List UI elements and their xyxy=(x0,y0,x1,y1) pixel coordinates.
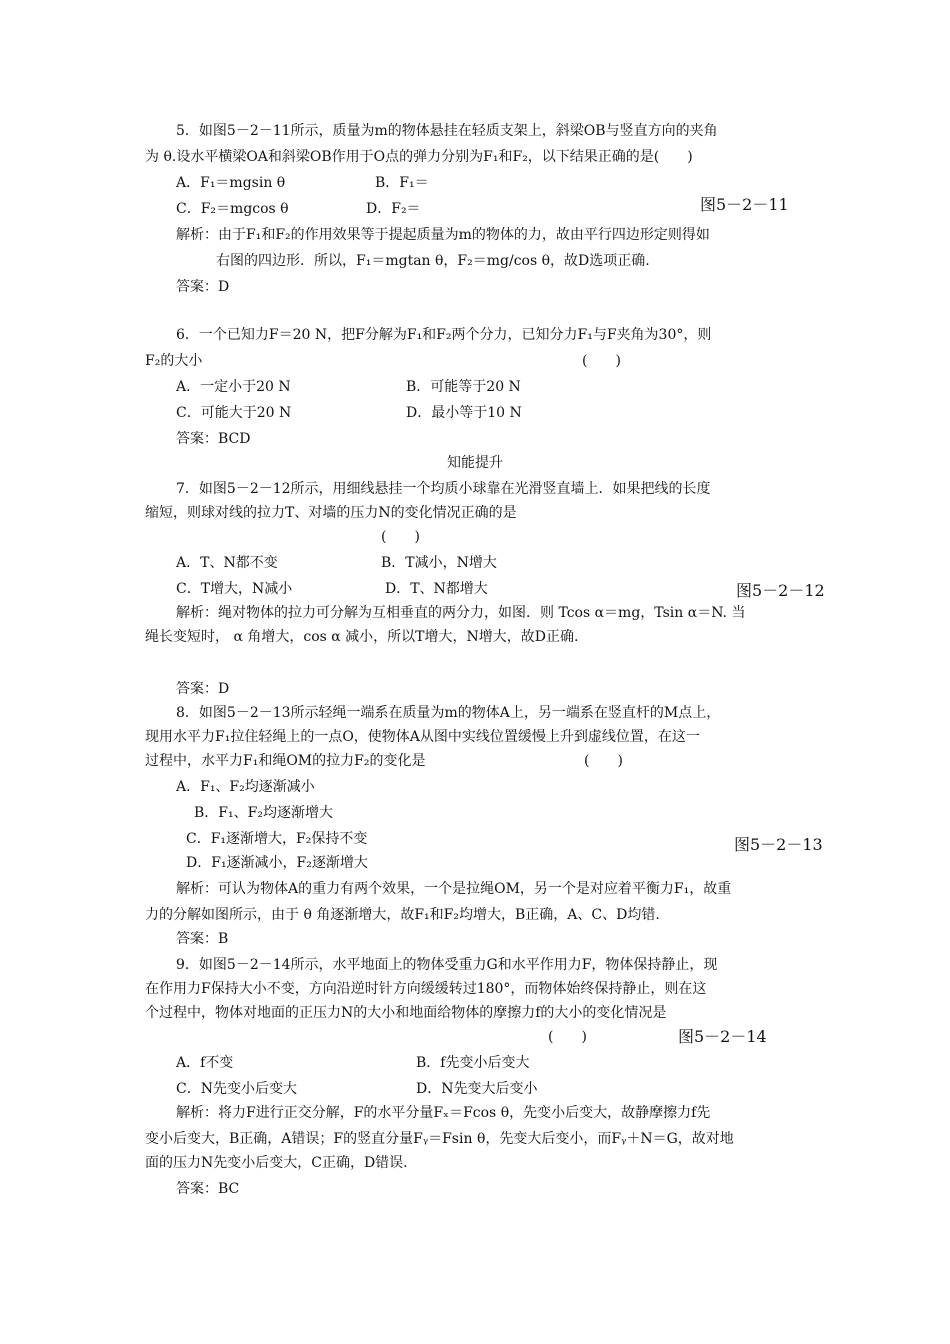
q7-option-a: A．T、N都不变 xyxy=(176,555,278,571)
q5-analysis-line2: 右图的四边形．所以，F₁＝mgtan θ，F₂＝mg/cos θ，故D选项正确. xyxy=(216,253,650,269)
q7-option-c: C．T增大，N减小 xyxy=(176,581,293,597)
q7-figure-caption: 图5－2－12 xyxy=(736,581,825,600)
q8-option-a: A．F₁、F₂均逐渐减小 xyxy=(176,779,315,795)
q6-answer: 答案：BCD xyxy=(176,431,251,447)
q8-analysis-line1: 解析：可认为物体A的重力有两个效果，一个是拉绳OM，另一个是对应着平衡力F₁，故重 xyxy=(176,881,732,897)
q7-analysis-line2: 绳长变短时， α 角增大，cos α 减小，所以T增大，N增大，故D正确. xyxy=(145,629,579,645)
q7-option-d: D．T、N都增大 xyxy=(385,581,488,597)
q6-option-b: B．可能等于20 N xyxy=(406,379,521,395)
q5-figure-caption: 图5－2－11 xyxy=(700,195,789,214)
section-heading: 知能提升 xyxy=(447,455,503,471)
q8-option-b: B．F₁、F₂均逐渐增大 xyxy=(194,805,333,821)
q8-option-d: D．F₁逐渐减小，F₂逐渐增大 xyxy=(186,855,368,871)
q6-stem-line1: 6．一个已知力F＝20 N，把F分解为F₁和F₂两个分力，已知分力F₁与F夹角为30°，则 xyxy=(176,327,712,343)
q6-option-d: D．最小等于10 N xyxy=(406,405,522,421)
q5-option-a: A．F₁＝mgsin θ xyxy=(176,175,286,191)
q6-stem-line2: F₂的大小 xyxy=(145,353,203,369)
q9-stem-line3: 个过程中，物体对地面的正压力N的大小和地面给物体的摩擦力f的大小的变化情况是 xyxy=(145,1005,667,1021)
q9-answer-bracket: ( ) xyxy=(548,1029,587,1045)
q9-analysis-line3: 面的压力N先变小后变大，C正确，D错误. xyxy=(145,1155,408,1171)
q9-answer: 答案：BC xyxy=(176,1181,240,1197)
q9-stem-line2: 在作用力F保持大小不变，方向沿逆时针方向缓缓转过180°，而物体始终保持静止，则在这 xyxy=(145,981,707,997)
q9-stem-line1: 9．如图5－2－14所示，水平地面上的物体受重力G和水平作用力F，物体保持静止，现 xyxy=(176,957,718,973)
q8-analysis-line2: 力的分解如图所示，由于 θ 角逐渐增大，故F₁和F₂均增大，B正确，A、C、D均错. xyxy=(145,907,660,923)
q5-option-d: D．F₂＝ xyxy=(366,201,421,217)
q5-option-c: C．F₂＝mgcos θ xyxy=(176,201,289,217)
q7-answer: 答案：D xyxy=(176,681,230,697)
q7-answer-bracket: ( ) xyxy=(381,529,420,545)
q9-option-b: B．f先变小后变大 xyxy=(416,1055,530,1071)
q8-stem-line1: 8．如图5－2－13所示轻绳一端系在质量为m的物体A上，另一端系在竖直杆的M点上， xyxy=(176,705,721,721)
q6-answer-bracket: ( ) xyxy=(582,353,621,369)
q8-answer-bracket: ( ) xyxy=(584,753,623,769)
q5-analysis-line1: 解析：由于F₁和F₂的作用效果等于提起质量为m的物体的力，故由平行四边形定则得如 xyxy=(176,227,710,243)
q7-option-b: B．T减小，N增大 xyxy=(381,555,497,571)
q8-stem-line3: 过程中，水平力F₁和绳OM的拉力F₂的变化是 xyxy=(145,753,426,769)
q8-answer: 答案：B xyxy=(176,931,229,947)
q5-stem-line2: 为 θ.设水平横梁OA和斜梁OB作用于O点的弹力分别为F₁和F₂，以下结果正确的是( ) xyxy=(145,149,693,165)
q9-option-d: D．N先变大后变小 xyxy=(416,1081,538,1097)
q9-analysis-line2: 变小后变大，B正确，A错误；F的竖直分量Fᵧ＝Fsin θ，先变大后变小，而Fᵧ＋N＝G，故对地 xyxy=(145,1131,734,1147)
q7-stem-line2: 缩短，则球对线的拉力T、对墙的压力N的变化情况正确的是 xyxy=(145,505,517,521)
q6-option-c: C．可能大于20 N xyxy=(176,405,292,421)
q9-figure-caption: 图5－2－14 xyxy=(678,1027,767,1046)
q5-option-b: B．F₁＝ xyxy=(375,175,429,191)
q6-option-a: A．一定小于20 N xyxy=(176,379,291,395)
q9-analysis-line1: 解析：将力F进行正交分解，F的水平分量Fₓ＝Fcos θ，先变小后变大，故静摩擦力f先 xyxy=(176,1105,711,1121)
q7-analysis-line1: 解析：绳对物体的拉力可分解为互相垂直的两分力，如图．则 Tcos α＝mg，Tsin α＝N. 当 xyxy=(176,605,746,621)
q7-stem-line1: 7．如图5－2－12所示，用细线悬挂一个均质小球靠在光滑竖直墙上．如果把线的长度 xyxy=(176,481,711,497)
q8-stem-line2: 现用水平力F₁拉住轻绳上的一点O，使物体A从图中实线位置缓慢上升到虚线位置，在这一 xyxy=(145,729,700,745)
q9-option-c: C．N先变小后变大 xyxy=(176,1081,297,1097)
q9-option-a: A．f不变 xyxy=(176,1055,234,1071)
q5-stem-line1: 5．如图5－2－11所示，质量为m的物体悬挂在轻质支架上，斜梁OB与竖直方向的夹角 xyxy=(176,123,718,139)
q8-option-c: C．F₁逐渐增大，F₂保持不变 xyxy=(186,831,368,847)
q8-figure-caption: 图5－2－13 xyxy=(734,835,823,854)
q5-answer: 答案：D xyxy=(176,279,230,295)
